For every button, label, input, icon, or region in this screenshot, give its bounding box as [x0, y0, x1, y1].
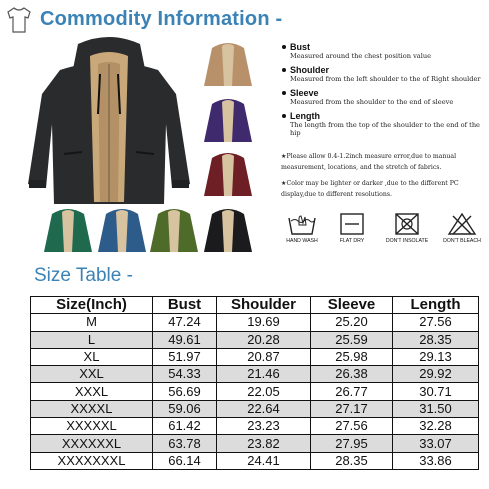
care-label: HAND WASH [286, 238, 318, 244]
flat-dry-icon [338, 212, 366, 236]
cell-bust: 54.33 [153, 366, 217, 383]
cell-sleeve: 25.20 [311, 314, 393, 331]
hand-wash-icon [287, 212, 317, 236]
table-row [31, 452, 479, 469]
cell-length: 29.13 [393, 348, 479, 365]
cell-shoulder: 22.64 [217, 400, 311, 417]
cell-shoulder: 21.46 [217, 366, 311, 383]
cell-sleeve: 26.77 [311, 383, 393, 400]
care-dont-bleach [436, 212, 488, 258]
cell-bust: 56.69 [153, 383, 217, 400]
variant-photo-khaki [200, 36, 256, 90]
main-product-photo [20, 34, 198, 208]
guide-title: Shoulder [290, 65, 330, 75]
cell-sleeve: 26.38 [311, 366, 393, 383]
table-row [31, 383, 479, 400]
cell-length: 33.07 [393, 435, 479, 452]
table-row [31, 314, 479, 331]
cell-length: 30.71 [393, 383, 479, 400]
care-label: DON'T INSOLATE [385, 238, 429, 244]
bullet-icon [282, 68, 286, 72]
cell-size: L [31, 331, 153, 348]
variant-photo-blue [94, 202, 150, 256]
page-title: Commodity Information - [40, 8, 283, 30]
cell-shoulder: 24.41 [217, 452, 311, 469]
cell-size: XL [31, 348, 153, 365]
cell-size: XXXXXL [31, 418, 153, 435]
cell-size: XXXXXXL [31, 435, 153, 452]
cell-bust: 51.97 [153, 348, 217, 365]
variant-photo-burgundy [200, 146, 256, 200]
guide-desc: Measured around the chest position value [290, 52, 431, 60]
col-header-length: Length [393, 297, 479, 314]
cell-sleeve: 25.98 [311, 348, 393, 365]
care-label: FLAT DRY [339, 238, 365, 244]
care-label: DON'T BLEACH [443, 238, 481, 244]
guide-desc: The length from the top of the shoulder to the end of the hip [290, 121, 480, 137]
cell-length: 27.56 [393, 314, 479, 331]
cell-length: 33.86 [393, 452, 479, 469]
notes [281, 152, 487, 206]
table-row [31, 348, 479, 365]
cell-sleeve: 28.35 [311, 452, 393, 469]
measurement-guide [282, 42, 487, 142]
cell-bust: 63.78 [153, 435, 217, 452]
cell-shoulder: 20.28 [217, 331, 311, 348]
guide-sleeve [282, 88, 487, 106]
cell-sleeve: 27.56 [311, 418, 393, 435]
cell-bust: 66.14 [153, 452, 217, 469]
col-header-shoulder: Shoulder [217, 297, 311, 314]
dont-bleach-icon [447, 212, 477, 236]
col-header-sleeve: Sleeve [311, 297, 393, 314]
cell-size: XXXL [31, 383, 153, 400]
cell-bust: 61.42 [153, 418, 217, 435]
care-hand-wash [276, 212, 328, 258]
bullet-icon [282, 91, 286, 95]
guide-title: Sleeve [290, 88, 319, 98]
tshirt-icon [6, 6, 32, 34]
cell-shoulder: 20.87 [217, 348, 311, 365]
dont-insolate-icon [393, 212, 421, 236]
size-table-header-row [31, 297, 479, 314]
cell-size: XXXXXXXL [31, 452, 153, 469]
cell-bust: 47.24 [153, 314, 217, 331]
cell-length: 28.35 [393, 331, 479, 348]
bullet-icon [282, 45, 286, 49]
cell-sleeve: 27.95 [311, 435, 393, 452]
cell-size: M [31, 314, 153, 331]
guide-length [282, 111, 487, 137]
cell-bust: 59.06 [153, 400, 217, 417]
col-header-bust: Bust [153, 297, 217, 314]
cell-length: 31.50 [393, 400, 479, 417]
cell-bust: 49.61 [153, 331, 217, 348]
table-row [31, 400, 479, 417]
bullet-icon [282, 114, 286, 118]
table-row [31, 418, 479, 435]
variant-photo-purple [200, 92, 256, 146]
cell-shoulder: 23.23 [217, 418, 311, 435]
variant-photo-green [40, 202, 96, 256]
guide-title: Length [290, 111, 320, 121]
cell-sleeve: 27.17 [311, 400, 393, 417]
size-table [30, 296, 479, 470]
table-row [31, 366, 479, 383]
guide-bust [282, 42, 487, 60]
size-table-title: Size Table - [34, 265, 133, 286]
cell-length: 32.28 [393, 418, 479, 435]
table-row [31, 331, 479, 348]
variant-photo-army-green [146, 202, 202, 256]
cell-size: XXL [31, 366, 153, 383]
cell-sleeve: 25.59 [311, 331, 393, 348]
note-color: ★Color may be lighter or darker ,due to the different PC display,due to different resolutions. [281, 180, 459, 198]
cell-shoulder: 22.05 [217, 383, 311, 400]
table-row [31, 435, 479, 452]
note-measure-error: ★Please allow 0.4-1.2inch measure error,due to manual measurement, locations, and the stretch of fabrics. [281, 153, 457, 171]
care-dont-insolate [381, 212, 433, 258]
variant-photo-black [200, 202, 256, 256]
cell-size: XXXXL [31, 400, 153, 417]
cell-shoulder: 19.69 [217, 314, 311, 331]
guide-title: Bust [290, 42, 310, 52]
guide-desc: Measured from the left shoulder to the of Right shoulder [290, 75, 481, 83]
guide-shoulder [282, 65, 487, 83]
care-flat-dry [326, 212, 378, 258]
guide-desc: Measured from the shoulder to the end of sleeve [290, 98, 454, 106]
cell-shoulder: 23.82 [217, 435, 311, 452]
col-header-size: Size(Inch) [31, 297, 153, 314]
cell-length: 29.92 [393, 366, 479, 383]
